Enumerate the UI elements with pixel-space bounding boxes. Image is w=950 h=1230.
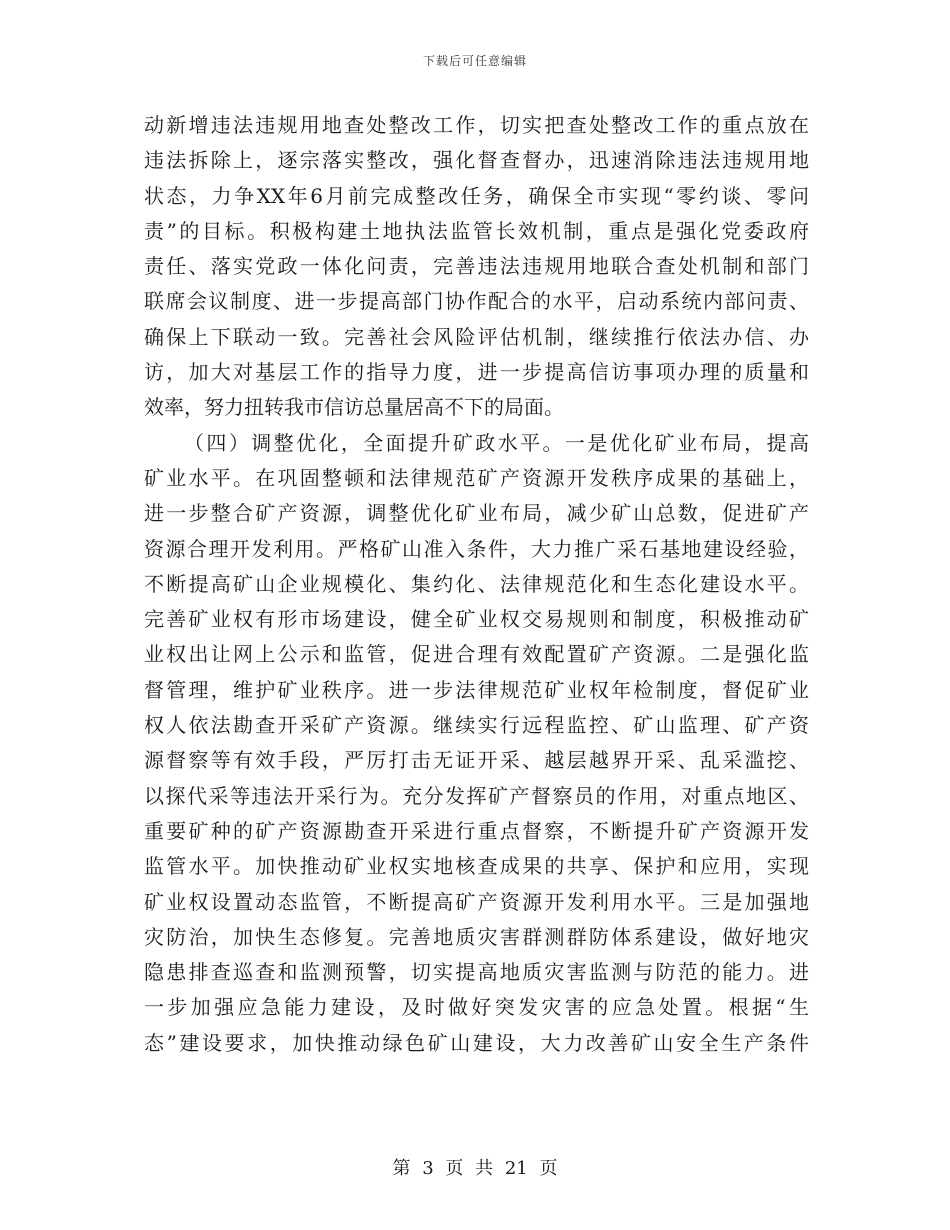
body-text-line: 违法拆除上，逐宗落实整改，强化督查督办，迅速消除违法违规用地 [144, 148, 809, 173]
body-text-line: 权人依法勘查开采矿产资源。继续实行远程监控、矿山监理、矿产资 [144, 713, 809, 738]
body-text-line: 隐患排查巡查和监测预警，切实提高地质灾害监测与防范的能力。进 [144, 960, 809, 985]
body-text-line: 责”的目标。积极构建土地执法监管长效机制，重点是强化党委政府 [144, 218, 809, 243]
body-text-line: 状态，力争XX年6月前完成整改任务，确保全市实现“零约谈、零问 [144, 183, 809, 208]
body-text-line: 联席会议制度、进一步提高部门协作配合的水平，启动系统内部问责、 [144, 289, 809, 314]
body-text-line: 确保上下联动一致。完善社会风险评估机制，继续推行依法办信、办 [144, 324, 809, 349]
body-text-line: 源督察等有效手段，严厉打击无证开采、越层越界开采、乱采滥挖、 [144, 748, 809, 773]
body-text-line: 责任、落实党政一体化问责，完善违法违规用地联合查处机制和部门 [144, 254, 809, 279]
body-text-line: 动新增违法违规用地查处整改工作，切实把查处整改工作的重点放在 [144, 113, 809, 137]
body-text-line: 完善矿业权有形市场建设，健全矿业权交易规则和制度，积极推动矿 [144, 607, 809, 632]
body-text-line: 业权出让网上公示和监管，促进合理有效配置矿产资源。二是强化监 [144, 642, 809, 667]
document-body [144, 108, 809, 1061]
page-number-footer: 第 3 页 共 21 页 [392, 1158, 558, 1179]
body-text-line: 效率，努力扭转我市信访总量居高不下的局面。 [144, 395, 564, 420]
body-text-line: （四）调整优化，全面提升矿政水平。一是优化矿业布局，提高 [184, 430, 809, 455]
page-header: 下载后可任意编辑 [422, 54, 527, 68]
body-text-line: 态”建设要求，加快推动绿色矿山建设，大力改善矿山安全生产条件 [144, 1030, 809, 1055]
body-text-line: 灾防治，加快生态修复。完善地质灾害群测群防体系建设，做好地灾 [144, 924, 809, 949]
body-text-line: 资源合理开发利用。严格矿山准入条件，大力推广采石基地建设经验， [144, 536, 809, 561]
body-text-line: 不断提高矿山企业规模化、集约化、法律规范化和生态化建设水平。 [144, 571, 809, 596]
body-text-line: 进一步整合矿产资源，调整优化矿业布局，减少矿山总数，促进矿产 [144, 501, 809, 526]
body-text-line: 督管理，维护矿业秩序。进一步法律规范矿业权年检制度，督促矿业 [144, 677, 809, 702]
body-text-line: 矿业权设置动态监管，不断提高矿产资源开发利用水平。三是加强地 [144, 889, 809, 914]
body-text-line: 矿业水平。在巩固整顿和法律规范矿产资源开发秩序成果的基础上， [144, 465, 809, 490]
body-text-line: 访，加大对基层工作的指导力度，进一步提高信访事项办理的质量和 [144, 360, 809, 385]
body-text-line: 重要矿种的矿产资源勘查开采进行重点督察，不断提升矿产资源开发 [144, 818, 809, 843]
body-text-line: 监管水平。加快推动矿业权实地核查成果的共享、保护和应用，实现 [144, 854, 809, 879]
body-text-line: 以探代采等违法开采行为。充分发挥矿产督察员的作用，对重点地区、 [144, 783, 809, 808]
body-text-line: 一步加强应急能力建设，及时做好突发灾害的应急处置。根据“生 [144, 995, 809, 1020]
